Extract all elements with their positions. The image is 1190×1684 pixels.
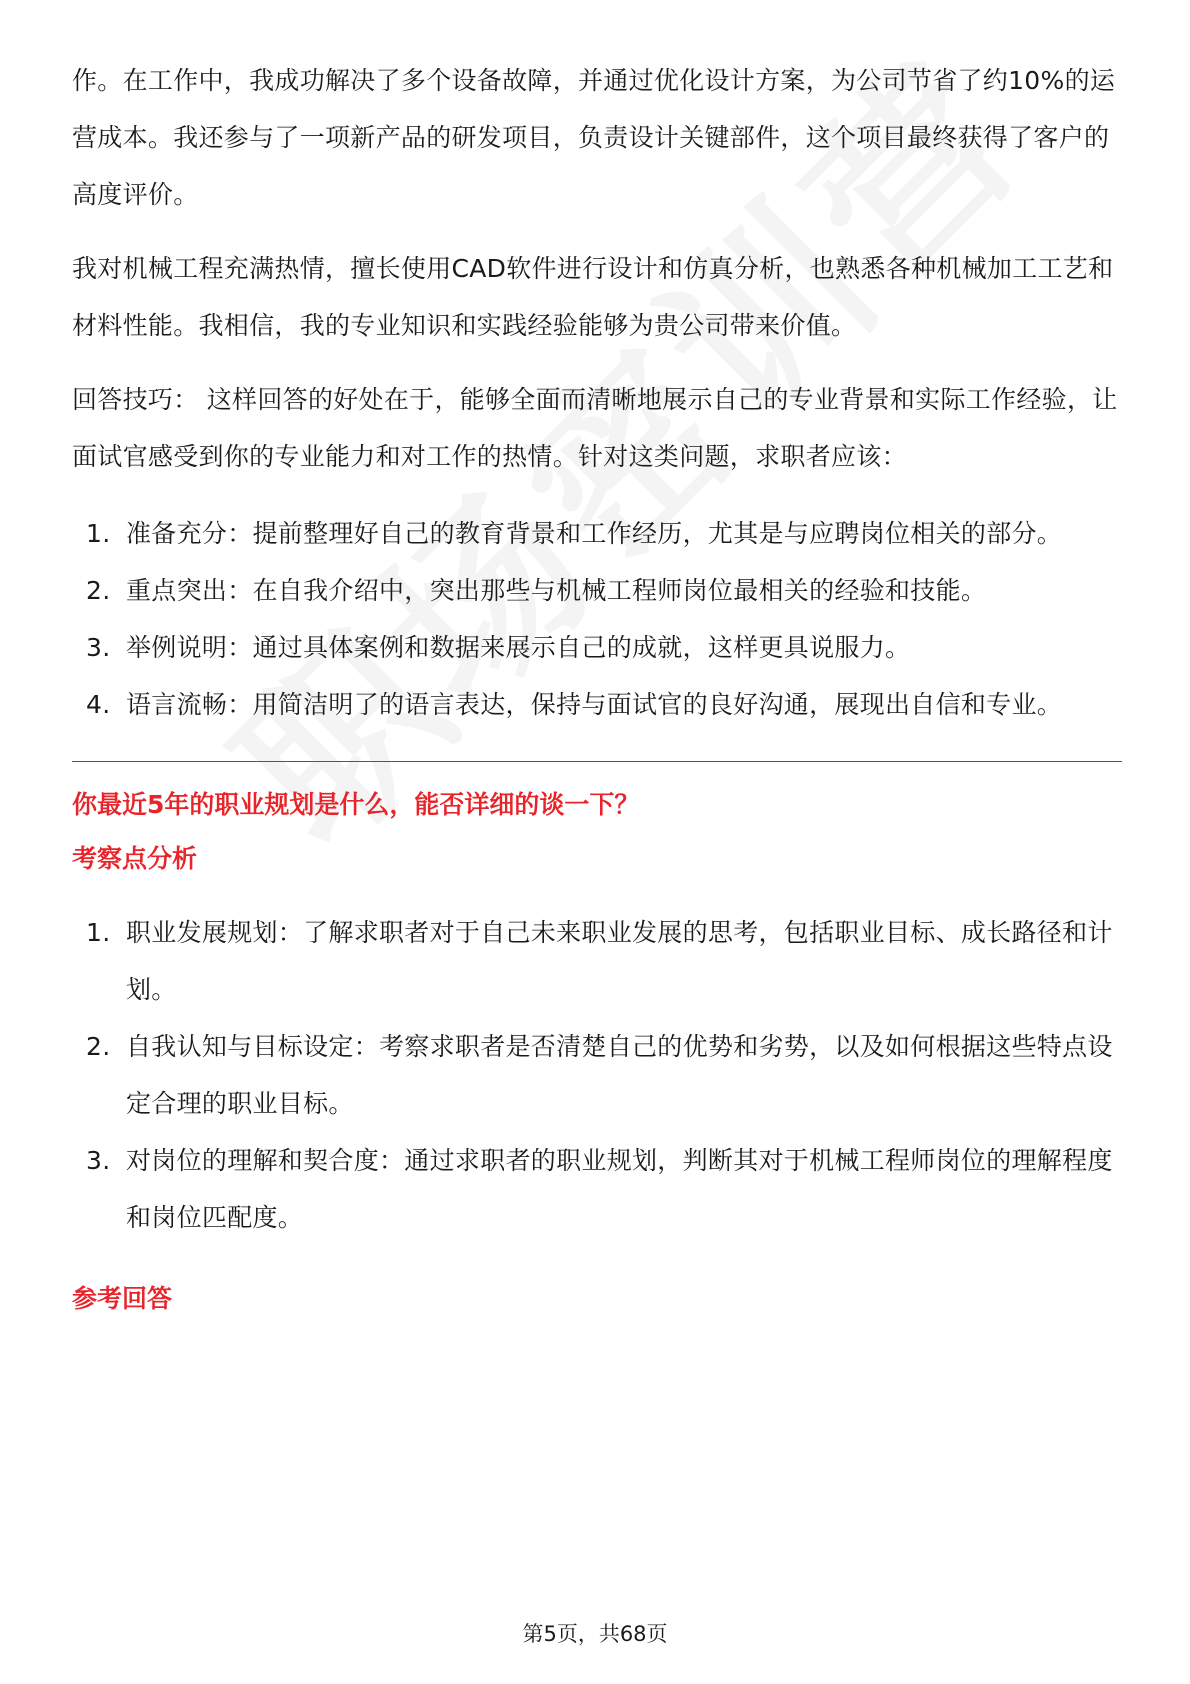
list-item-text: 准备充分：提前整理好自己的教育背景和工作经历，尤其是与应聘岗位相关的部分。	[126, 519, 1063, 548]
section-divider	[72, 761, 1122, 762]
analysis-list	[72, 904, 1122, 1246]
paragraph-work-experience: 作。在工作中，我成功解决了多个设备故障，并通过优化设计方案，为公司节省了约10%的运营成本。我还参与了一项新产品的研发项目，负责设计关键部件，这个项目最终获得了客户的高度评价。	[72, 66, 1116, 209]
list-item	[72, 1132, 1122, 1246]
list-number: 2.	[86, 1032, 111, 1061]
list-number: 1.	[86, 519, 111, 548]
list-item-text: 职业发展规划：了解求职者对于自己未来职业发展的思考，包括职业目标、成长路径和计划。	[126, 918, 1113, 1004]
reference-answer-heading: 参考回答	[72, 1284, 173, 1313]
list-item	[72, 676, 1122, 733]
paragraph-passion: 我对机械工程充满热情，擅长使用CAD软件进行设计和仿真分析，也熟悉各种机械加工工艺和材料性能。我相信，我的专业知识和实践经验能够为贵公司带来价值。	[72, 254, 1114, 340]
list-item	[72, 904, 1122, 1018]
list-item-text: 举例说明：通过具体案例和数据来展示自己的成就，这样更具说服力。	[126, 633, 911, 662]
list-item-text: 语言流畅：用简洁明了的语言表达，保持与面试官的良好沟通，展现出自信和专业。	[126, 690, 1063, 719]
list-number: 4.	[86, 690, 111, 719]
question-heading: 你最近5年的职业规划是什么，能否详细的谈一下？	[72, 790, 640, 819]
list-number: 3.	[86, 633, 111, 662]
list-item	[72, 505, 1122, 562]
paragraph-answer-tips: 回答技巧： 这样回答的好处在于，能够全面而清晰地展示自己的专业背景和实际工作经验，让面试官感受到你的专业能力和对工作的热情。针对这类问题，求职者应该：	[72, 385, 1118, 471]
tips-list	[72, 505, 1122, 733]
list-number: 3.	[86, 1146, 111, 1175]
page-content	[72, 52, 1122, 1324]
list-item-text: 对岗位的理解和契合度：通过求职者的职业规划，判断其对于机械工程师岗位的理解程度和岗位匹配度。	[126, 1146, 1113, 1232]
page-footer: 第5页，共68页	[522, 1622, 668, 1646]
list-number: 1.	[86, 918, 111, 947]
list-item	[72, 562, 1122, 619]
list-item	[72, 1018, 1122, 1132]
list-item-text: 自我认知与目标设定：考察求职者是否清楚自己的优势和劣势，以及如何根据这些特点设定合理的职业目标。	[126, 1032, 1113, 1118]
list-number: 2.	[86, 576, 111, 605]
list-item-text: 重点突出：在自我介绍中，突出那些与机械工程师岗位最相关的经验和技能。	[126, 576, 987, 605]
analysis-heading: 考察点分析	[72, 844, 198, 873]
list-item	[72, 619, 1122, 676]
